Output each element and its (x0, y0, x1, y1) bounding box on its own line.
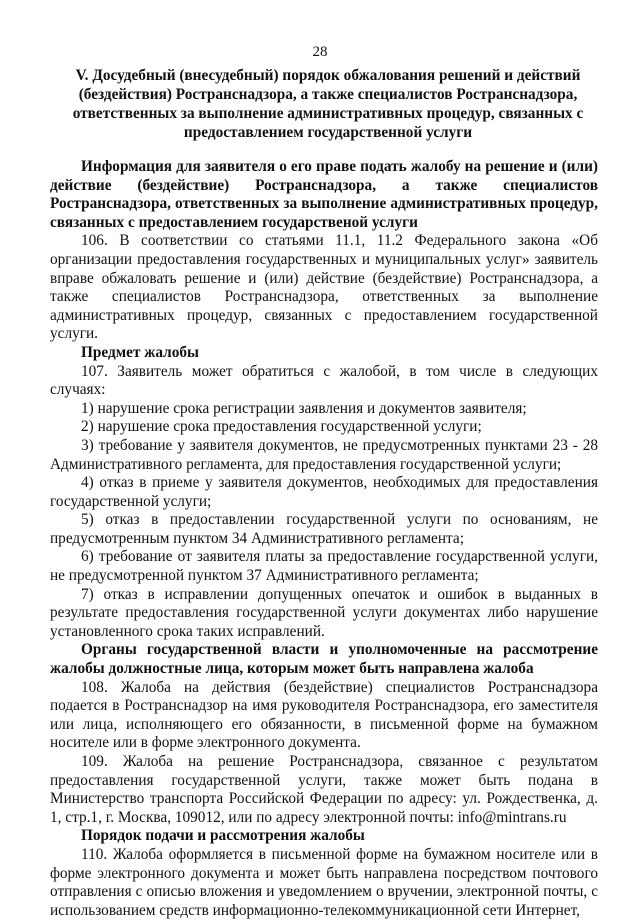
list-item-case: 3) требование у заявителя документов, не предусмотренных пунктами 23 - 28 Административного регламента, для предоставления государственной услуги; (50, 436, 598, 473)
page-number: 28 (312, 44, 328, 60)
heading-subject: Предмет жалобы (81, 343, 199, 361)
paragraph-110: 110. Жалоба оформляется в письменной форме на бумажном носителе или в форме электронного документа и может быть направлена посредством почтового отправления с описью вложения и уведомлением о вручении, электронной почты, с использованием средств информационно-телекоммуникационной сети Интернет, (50, 845, 598, 919)
list-item-case: 2) нарушение срока предоставления государственной услуги; (81, 418, 482, 436)
heading-authorities: Органы государственной власти и уполномоченные на рассмотрение жалобы должностные лица, которым может быть направлена жалоба (50, 641, 598, 678)
paragraph-108: 108. Жалоба на действия (бездействие) специалистов Ространснадзора подается в Ространснадзор на имя руководителя Ространснадзора, его заместителя или лица, исполняющего его обязанности, в письменной форме на бумажном носителе или в форме электронного документа. (50, 678, 598, 752)
list-item-case: 4) отказ в приеме у заявителя документов, необходимых для предоставления государственной услуги; (50, 474, 598, 510)
list-item-case: 5) отказ в предоставлении государственной услуги по основаниям, не предусмотренным пунктом 34 Административного регламента; (50, 511, 598, 547)
document-body (50, 158, 598, 920)
paragraph-107: 107. Заявитель может обратиться с жалобой, в том числе в следующих случаях: (50, 362, 598, 399)
paragraph-106: 106. В соответствии со статьями 11.1, 11.2 Федерального закона «Об организации предоставления государственных и муниципальных услуг» заявитель вправе обжаловать решение и (или) действие (бездействие) Ространснадзора, а также специалистов Ространснадзора, ответственных за выполнение административных процедур, связанных с предоставлением государственной услуги. (50, 232, 598, 343)
list-item-case: 7) отказ в исправлении допущенных опечаток и ошибок в выданных в результате предоставления государственной услуги документах либо нарушение установленного срока таких исправлений. (50, 585, 598, 640)
section-title: V. Досудебный (внесудебный) порядок обжалования решений и действий (бездействия) Ространснадзора, а также специалистов Ространснадзора, ответственных за выполнение административных процедур, связанных с предоставлением государственной услуги (72, 67, 584, 141)
list-item-case: 1) нарушение срока регистрации заявления и документов заявителя; (81, 399, 527, 417)
heading-procedure: Порядок подачи и рассмотрения жалобы (81, 827, 365, 845)
list-item-case: 6) требование от заявителя платы за предоставление государственной услуги, не предусмотренной пунктом 37 Административного регламента; (50, 548, 598, 585)
paragraph-109: 109. Жалоба на решение Ространснадзора, связанное с результатом предоставления государственной услуги, также может быть подана в Министерство транспорта Российской Федерации по адресу: ул. Рождественка, д. 1, стр.1, г. Москва, 109012, или по адресу электронной почты: info@mintrans.ru (50, 753, 598, 826)
heading-info: Информация для заявителя о его праве подать жалобу на решение и (или) действие (бездействие) Ространснадзора, а также специалистов Ространснадзора, ответственных за выполнение административных процедур, связанных с предоставлением государственой услуги (50, 158, 598, 231)
